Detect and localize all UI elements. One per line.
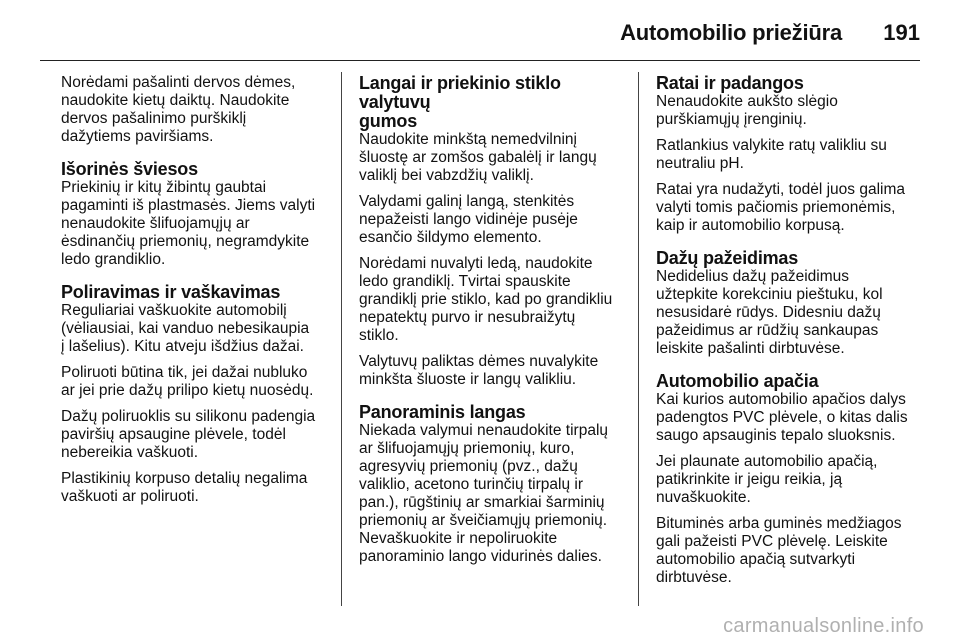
section [61,160,333,269]
section [61,74,333,146]
section-heading: Dažų pažeidimas [656,248,799,268]
paragraph: Ratai yra nudažyti, todėl juos galima valyti tomis pačiomis priemonėmis, kaip ir automobilio korpusą. [656,181,905,234]
paragraph: Ratlankius valykite ratų valikliu su neutraliu pH. [656,137,887,172]
page-number: 191 [883,20,920,45]
paragraph: Valytuvų paliktas dėmes nuvalykite minkšta šluoste ir langų valikliu. [359,353,599,388]
text-column-1 [61,74,333,520]
paragraph: Nedidelius dažų pažeidimus užtepkite korekciniu pieštuku, kol nesusidarė rūdys. Didesniu dažų pažeidimus ar rūdžių sankaupas leiskite pašalinti dirbtuvėse. [656,268,883,357]
paragraph: Norėdami pašalinti dervos dėmes, naudokite kietų daiktų. Naudokite dervos pašalinimo purškiklį dažytiems paviršiams. [61,74,296,145]
section [656,372,934,587]
paragraph: Poliruoti būtina tik, jei dažai nubluko ar jei prie dažų prilipo kietų nuosėdų. [61,364,314,399]
paragraph: Bituminės arba guminės medžiagos gali pažeisti PVC plėvelę. Leiskite automobilio apačią sutvarkyti dirbtuvėse. [656,515,902,586]
page-title: Automobilio priežiūra [620,20,842,45]
paragraph: Reguliariai vaškuokite automobilį (vėliausiai, kai vanduo nebesikaupia į lašelius). Kitu atveju išdžius dažai. [61,302,310,355]
column-divider [341,72,342,606]
paragraph: Dažų poliruoklis su silikonu padengia paviršių apsaugine plėvele, todėl nebereikia vaškuoti. [61,408,316,461]
column-divider [638,72,639,606]
section-heading: Panoraminis langas [359,402,526,422]
section-heading: Poliravimas ir vaškavimas [61,282,281,302]
paragraph: Naudokite minkštą nemedvilninį šluostę ar zomšos gabalėlį ir langų valiklį bei vabzdžių valiklį. [359,131,597,184]
section [656,249,934,358]
section [656,74,934,235]
page-header [0,0,960,62]
section-heading: Ratai ir padangos [656,73,804,93]
header-rule [40,60,920,61]
section-heading: Automobilio apačia [656,371,819,391]
paragraph: Norėdami nuvalyti ledą, naudokite ledo grandiklį. Tvirtai spauskite grandiklį prie stiklo, kad po grandikliu nepatektų purvo ir nesubraižytų stiklo. [359,255,613,344]
text-column-3 [656,74,934,601]
text-column-2 [359,74,631,580]
section-heading: Langai ir priekinio stiklo valytuvų gumos [359,73,561,131]
paragraph: Niekada valymui nenaudokite tirpalų ar šlifuojamųjų priemonių, kuro, agresyvių priemonių (pvz., dažų valiklio, acetono turinčių tirpalų ir pan.), rūgštinių ar smarkiai šarminių priemonių ar šveičiamųjų priemonių. Nevaškuokite ir nepoliruokite panoraminio lango vidurinės dalies. [359,422,609,565]
watermark: carmanualsonline.info [723,615,924,637]
section [61,283,333,506]
paragraph: Nenaudokite aukšto slėgio purškiamųjų įrenginių. [656,93,838,128]
section-heading: Išorinės šviesos [61,159,198,179]
paragraph: Jei plaunate automobilio apačią, patikrinkite ir jeigu reikia, ją nuvaškuokite. [656,453,878,506]
paragraph: Plastikinių korpuso detalių negalima vaškuoti ar poliruoti. [61,470,308,505]
paragraph: Priekinių ir kitų žibintų gaubtai pagaminti iš plastmasės. Jiems valyti nenaudokite šlifuojamųjų ar ėsdinančių priemonių, negramdykite ledo grandiklio. [61,179,316,268]
paragraph: Valydami galinį langą, stenkitės nepažeisti lango vidinėje pusėje esančio šildymo elemento. [359,193,578,246]
section [359,74,631,389]
paragraph: Kai kurios automobilio apačios dalys padengtos PVC plėvele, o kitas dalis saugo apsauginis tepalo sluoksnis. [656,391,908,444]
section [359,403,631,566]
